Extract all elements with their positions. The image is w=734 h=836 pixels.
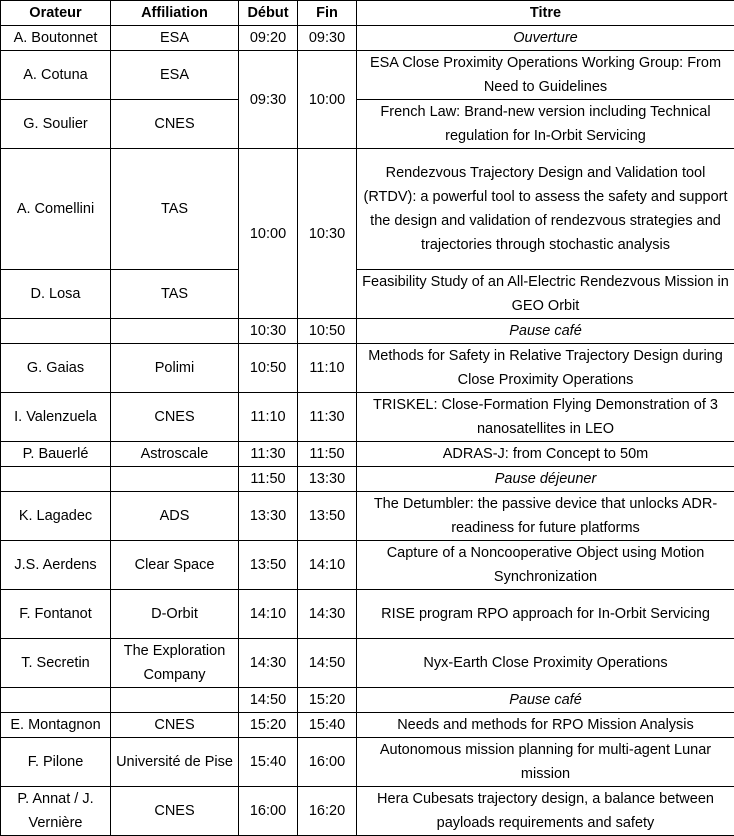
title-cell: TRISKEL: Close-Formation Flying Demonstration of 3 nanosatellites in LEO [357,393,734,442]
title-cell: Feasibility Study of an All-Electric Rendezvous Mission in GEO Orbit [357,270,734,319]
end-cell: 15:20 [298,688,357,713]
speaker-cell: D. Losa [1,270,111,319]
header-row [1,1,734,26]
title-cell: Pause café [357,319,734,344]
table-row [1,51,734,100]
table-row [1,442,734,467]
end-cell: 14:10 [298,541,357,590]
affiliation-cell [111,467,239,492]
speaker-cell [1,319,111,344]
title-cell: Needs and methods for RPO Mission Analysis [357,713,734,738]
start-cell: 10:00 [239,149,298,319]
title-cell: Methods for Safety in Relative Trajectory Design during Close Proximity Operations [357,344,734,393]
end-cell: 11:30 [298,393,357,442]
end-cell: 13:30 [298,467,357,492]
start-cell: 13:50 [239,541,298,590]
start-cell: 14:10 [239,590,298,639]
header-end: Fin [298,1,357,26]
title-cell: The Detumbler: the passive device that unlocks ADR-readiness for future platforms [357,492,734,541]
affiliation-cell: ESA [111,26,239,51]
affiliation-cell: D-Orbit [111,590,239,639]
affiliation-cell: Astroscale [111,442,239,467]
end-cell: 15:40 [298,713,357,738]
start-cell: 11:30 [239,442,298,467]
table-row [1,688,734,713]
end-cell: 16:20 [298,787,357,836]
speaker-cell: E. Montagnon [1,713,111,738]
table-row [1,713,734,738]
end-cell: 10:00 [298,51,357,149]
start-cell: 10:50 [239,344,298,393]
table-row [1,738,734,787]
table-row [1,492,734,541]
speaker-cell: A. Boutonnet [1,26,111,51]
end-cell: 14:30 [298,590,357,639]
table-row [1,393,734,442]
title-cell: ADRAS-J: from Concept to 50m [357,442,734,467]
affiliation-cell: The Exploration Company [111,639,239,688]
table-row [1,639,734,688]
start-cell: 10:30 [239,319,298,344]
affiliation-cell: TAS [111,270,239,319]
table-row [1,100,734,149]
title-cell: Capture of a Noncooperative Object using Motion Synchronization [357,541,734,590]
end-cell: 10:50 [298,319,357,344]
title-cell: Nyx-Earth Close Proximity Operations [357,639,734,688]
speaker-cell: G. Gaias [1,344,111,393]
title-cell: Pause déjeuner [357,467,734,492]
table-row [1,467,734,492]
title-cell: Autonomous mission planning for multi-agent Lunar mission [357,738,734,787]
table-row [1,344,734,393]
speaker-cell: P. Annat / J. Vernière [1,787,111,836]
start-cell: 14:50 [239,688,298,713]
end-cell: 14:50 [298,639,357,688]
speaker-cell: K. Lagadec [1,492,111,541]
affiliation-cell: CNES [111,787,239,836]
affiliation-cell [111,688,239,713]
speaker-cell: P. Bauerlé [1,442,111,467]
affiliation-cell: Université de Pise [111,738,239,787]
start-cell: 09:30 [239,51,298,149]
affiliation-cell: ESA [111,51,239,100]
affiliation-cell: CNES [111,100,239,149]
table-row [1,270,734,319]
title-cell: RISE program RPO approach for In-Orbit Servicing [357,590,734,639]
start-cell: 13:30 [239,492,298,541]
title-cell: Hera Cubesats trajectory design, a balance between payloads requirements and safety [357,787,734,836]
table-row [1,787,734,836]
end-cell: 16:00 [298,738,357,787]
speaker-cell: F. Pilone [1,738,111,787]
speaker-cell: A. Comellini [1,149,111,270]
affiliation-cell [111,319,239,344]
header-speaker: Orateur [1,1,111,26]
start-cell: 11:50 [239,467,298,492]
speaker-cell: J.S. Aerdens [1,541,111,590]
title-cell: French Law: Brand-new version including Technical regulation for In-Orbit Servicing [357,100,734,149]
speaker-cell [1,467,111,492]
start-cell: 14:30 [239,639,298,688]
table-row [1,319,734,344]
affiliation-cell: ADS [111,492,239,541]
speaker-cell: F. Fontanot [1,590,111,639]
start-cell: 16:00 [239,787,298,836]
start-cell: 15:20 [239,713,298,738]
affiliation-cell: CNES [111,713,239,738]
speaker-cell: T. Secretin [1,639,111,688]
header-start: Début [239,1,298,26]
end-cell: 11:10 [298,344,357,393]
end-cell: 11:50 [298,442,357,467]
start-cell: 15:40 [239,738,298,787]
speaker-cell: I. Valenzuela [1,393,111,442]
start-cell: 11:10 [239,393,298,442]
affiliation-cell: Clear Space [111,541,239,590]
end-cell: 09:30 [298,26,357,51]
title-cell: Ouverture [357,26,734,51]
end-cell: 13:50 [298,492,357,541]
header-affiliation: Affiliation [111,1,239,26]
title-cell: Pause café [357,688,734,713]
header-title: Titre [357,1,734,26]
table-row [1,590,734,639]
speaker-cell: G. Soulier [1,100,111,149]
affiliation-cell: TAS [111,149,239,270]
speaker-cell [1,688,111,713]
end-cell: 10:30 [298,149,357,319]
table-row [1,149,734,270]
title-cell: Rendezvous Trajectory Design and Validation tool (RTDV): a powerful tool to assess the safety and support the design and validation of rendezvous strategies and trajectories through stochastic analysis [357,149,734,270]
start-cell: 09:20 [239,26,298,51]
affiliation-cell: CNES [111,393,239,442]
speaker-cell: A. Cotuna [1,51,111,100]
table-row [1,541,734,590]
affiliation-cell: Polimi [111,344,239,393]
title-cell: ESA Close Proximity Operations Working Group: From Need to Guidelines [357,51,734,100]
table-row [1,26,734,51]
